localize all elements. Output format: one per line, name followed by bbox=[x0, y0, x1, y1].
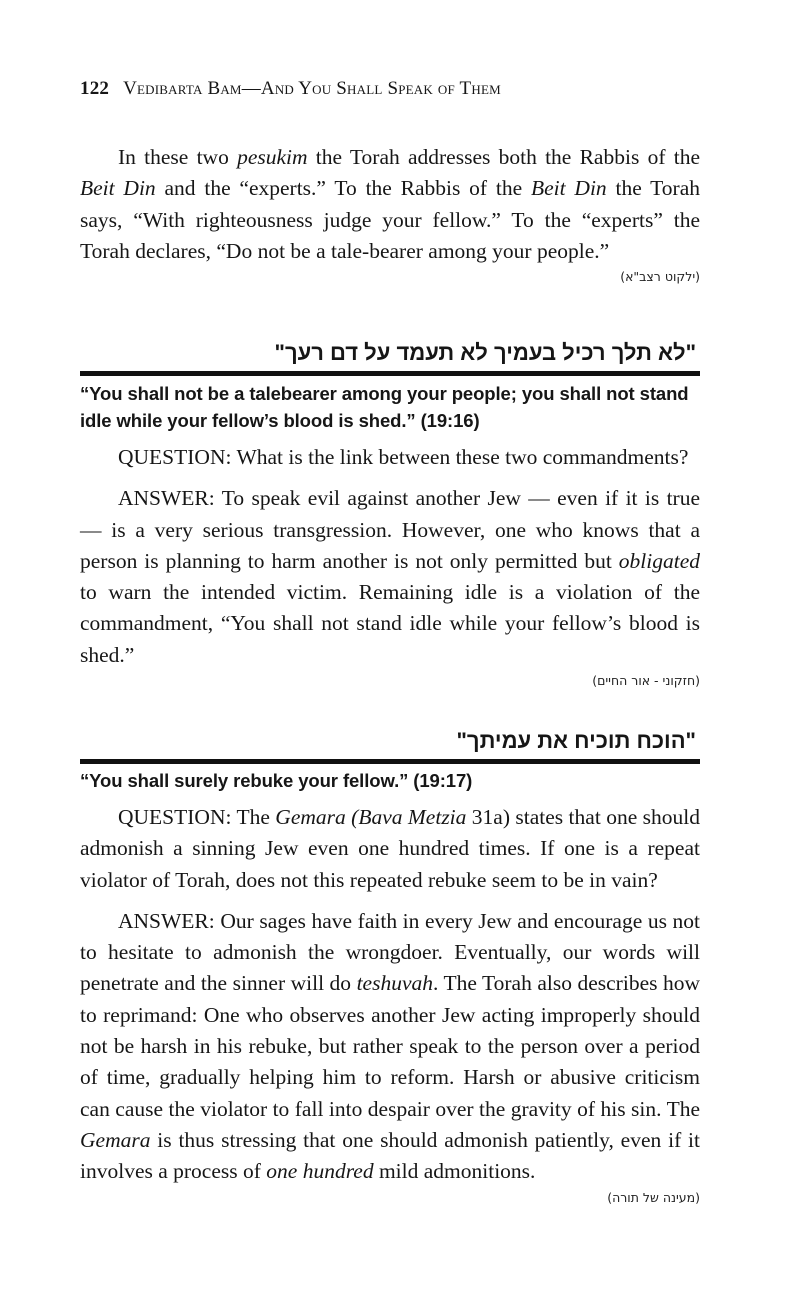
intro-source: (ילקוט רצב"א) bbox=[620, 269, 700, 285]
running-head bbox=[80, 78, 501, 100]
text-run: and the “experts.” To the Rabbis of the bbox=[155, 176, 531, 201]
italic-term: Beit Din bbox=[530, 176, 607, 201]
intro-section bbox=[80, 142, 700, 284]
hebrew-heading: "הוכח תוכיח את עמיתך" bbox=[456, 728, 696, 753]
question-paragraph bbox=[80, 802, 700, 896]
answer-paragraph bbox=[80, 483, 700, 671]
section-source: (מעינה של תורה) bbox=[607, 1189, 700, 1205]
italic-term: pesukim bbox=[237, 145, 308, 169]
text-run: QUESTION: What is the link between these two commandments? bbox=[118, 445, 689, 469]
page-number: 122 bbox=[80, 78, 110, 99]
text-run: 31a) states that one should admonish a sinning Jew even one hundred times. If one is a repeat violator of Torah, does not this repeated rebuke seem to be in vain? bbox=[80, 805, 700, 892]
section-rebuke bbox=[80, 728, 700, 1205]
section-source: (חזקוני - אור החיים) bbox=[592, 673, 700, 689]
text-run: mild admonitions. bbox=[373, 1159, 536, 1184]
text-run: . The Torah also describes how to reprimand: One who observes another Jew acting improperly should not be harsh in his rebuke, but rather speak to the person over a period of time, gradually helping him to reform. Harsh or abusive criticism can cause the violator to fall into despair over the gravity of his sin. The bbox=[80, 971, 700, 1121]
question-paragraph bbox=[80, 442, 700, 473]
italic-term: Beit Din bbox=[80, 176, 156, 201]
section-talebearer bbox=[80, 340, 700, 688]
italic-term: obligated bbox=[618, 548, 700, 573]
italic-term: Gemara bbox=[80, 1127, 151, 1152]
hebrew-heading: "לא תלך רכיל בעמיך לא תעמד על דם רעך" bbox=[274, 340, 696, 365]
italic-term: one hundred bbox=[266, 1159, 374, 1184]
text-run: the Torah says, “With righteousness judge your fellow.” To the “experts” the Torah declares, “Do not be a tale-bearer among your people.” bbox=[80, 176, 701, 263]
verse-translation: “You shall surely rebuke your fellow.” (19:17) bbox=[80, 770, 473, 791]
answer-paragraph bbox=[80, 906, 700, 1188]
text-run: ANSWER: Our sages have faith in every Jew and encourage us not to hesitate to admonish the wrongdoer. Eventually, our words will penetrate and the sinner will do bbox=[80, 908, 700, 996]
italic-term: Gemara (Bava Metzia bbox=[275, 805, 467, 829]
text-run: In these two bbox=[118, 145, 238, 169]
book-title: Vedibarta Bam—And You Shall Speak of Them bbox=[123, 78, 501, 99]
text-run: ANSWER: To speak evil against another Jew — even if it is true — is a very serious transgression. However, one who knows that a person is planning to harm another is not only permitted but bbox=[80, 486, 700, 573]
text-run: to warn the intended victim. Remaining idle is a violation of the commandment, “You shall not stand idle while your fellow’s blood is shed.” bbox=[80, 580, 700, 667]
verse-translation: “You shall not be a talebearer among your people; you shall not stand idle while your fellow’s blood is shed.” (19:16) bbox=[80, 383, 689, 431]
text-run: is thus stressing that one should admonish patiently, even if it involves a process of bbox=[80, 1127, 700, 1184]
text-run: the Torah addresses both the Rabbis of the bbox=[307, 145, 700, 169]
intro-paragraph bbox=[80, 142, 700, 267]
heading-rule bbox=[80, 371, 700, 376]
italic-term: teshuvah bbox=[356, 971, 433, 996]
heading-rule bbox=[80, 759, 700, 764]
text-run: QUESTION: The bbox=[118, 805, 276, 829]
